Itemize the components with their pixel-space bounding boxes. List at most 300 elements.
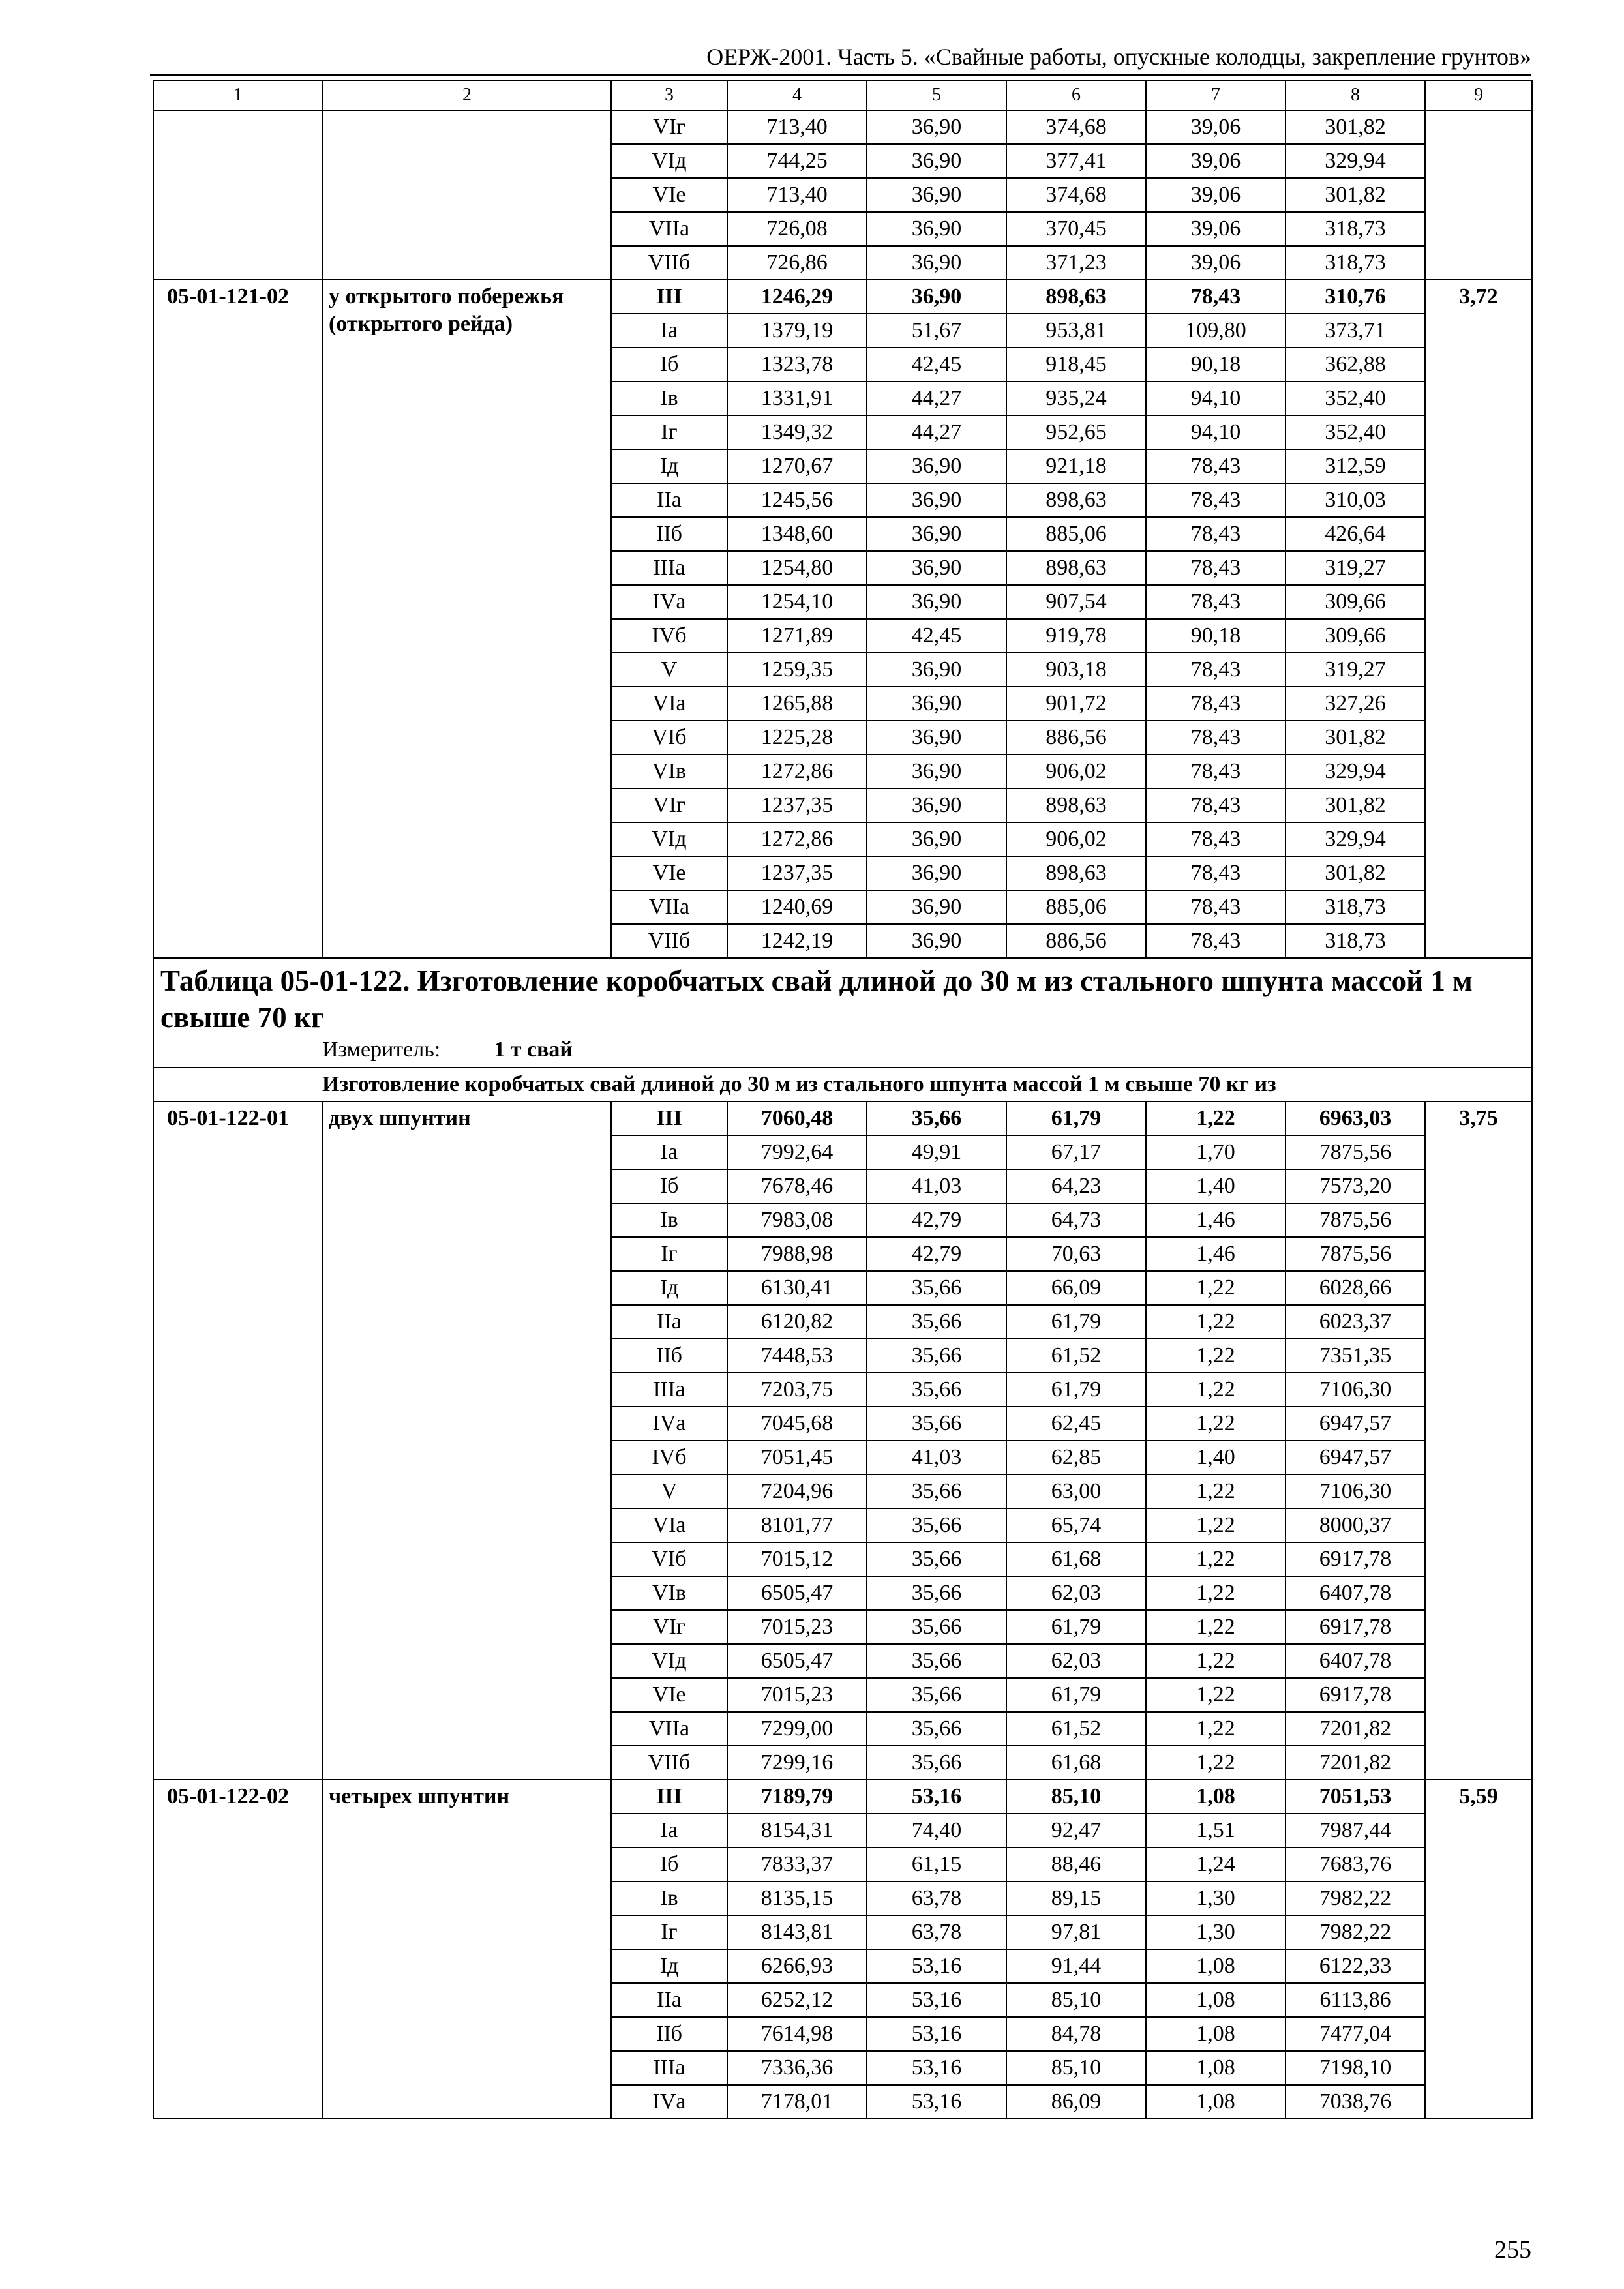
rate-code <box>153 110 323 280</box>
region-cell: Iа <box>611 1135 727 1169</box>
region-cell: III <box>611 280 727 314</box>
value-cell: 952,65 <box>1006 415 1146 449</box>
value-cell: 1379,19 <box>727 314 867 348</box>
value-cell: 39,06 <box>1146 178 1286 212</box>
value-cell: 1,22 <box>1146 1644 1286 1678</box>
value-cell: 301,82 <box>1286 856 1425 890</box>
value-cell: 1,30 <box>1146 1915 1286 1949</box>
value-cell: 310,03 <box>1286 483 1425 517</box>
value-cell: 319,27 <box>1286 653 1425 687</box>
region-cell: Iб <box>611 1169 727 1203</box>
value-cell: 61,68 <box>1006 1542 1146 1576</box>
value-cell: 301,82 <box>1286 178 1425 212</box>
value-cell: 7203,75 <box>727 1373 867 1407</box>
value-cell: 886,56 <box>1006 924 1146 958</box>
region-cell: IVб <box>611 1441 727 1474</box>
value-cell: 7198,10 <box>1286 2051 1425 2085</box>
value-cell: 370,45 <box>1006 212 1146 246</box>
value-cell: 78,43 <box>1146 517 1286 551</box>
value-cell: 8135,15 <box>727 1881 867 1915</box>
value-cell: 78,43 <box>1146 280 1286 314</box>
value-cell: 88,46 <box>1006 1848 1146 1881</box>
value-cell: 61,79 <box>1006 1373 1146 1407</box>
region-cell: Iг <box>611 1915 727 1949</box>
value-cell: 1,08 <box>1146 1949 1286 1983</box>
value-cell: 39,06 <box>1146 212 1286 246</box>
value-cell: 1271,89 <box>727 619 867 653</box>
value-cell: 36,90 <box>867 110 1006 144</box>
value-cell: 94,10 <box>1146 415 1286 449</box>
value-cell: 1,51 <box>1146 1814 1286 1848</box>
value-cell: 374,68 <box>1006 110 1146 144</box>
rate-code: 05-01-122-02 <box>153 1780 323 2119</box>
work-name: двух шпунтин <box>323 1101 611 1780</box>
value-cell: 1,22 <box>1146 1678 1286 1712</box>
value-cell: 7573,20 <box>1286 1169 1425 1203</box>
region-cell: Iг <box>611 415 727 449</box>
value-cell: 7299,00 <box>727 1712 867 1746</box>
value-cell: 1,40 <box>1146 1441 1286 1474</box>
value-cell: 53,16 <box>867 1949 1006 1983</box>
value-cell: 36,90 <box>867 449 1006 483</box>
value-cell: 36,90 <box>867 585 1006 619</box>
value-cell: 78,43 <box>1146 755 1286 788</box>
value-cell: 36,90 <box>867 755 1006 788</box>
extra-value: 3,75 <box>1425 1101 1532 1780</box>
value-cell: 7045,68 <box>727 1407 867 1441</box>
value-cell: 7477,04 <box>1286 2017 1425 2051</box>
region-cell: Iа <box>611 314 727 348</box>
value-cell: 7038,76 <box>1286 2085 1425 2119</box>
value-cell: 6917,78 <box>1286 1542 1425 1576</box>
table-title: Таблица 05-01-122. Изготовление коробчатых свай длиной до 30 м из стального шпунта массой 1 м свыше 70 кг <box>160 965 1473 1034</box>
region-cell: V <box>611 1474 727 1508</box>
value-cell: 7983,08 <box>727 1203 867 1237</box>
value-cell: 898,63 <box>1006 856 1146 890</box>
value-cell: 63,78 <box>867 1881 1006 1915</box>
value-cell: 84,78 <box>1006 2017 1146 2051</box>
value-cell: 318,73 <box>1286 212 1425 246</box>
value-cell: 91,44 <box>1006 1949 1146 1983</box>
region-cell: IIа <box>611 1305 727 1339</box>
region-cell: VIа <box>611 687 727 721</box>
value-cell: 6130,41 <box>727 1271 867 1305</box>
value-cell: 61,79 <box>1006 1101 1146 1135</box>
value-cell: 301,82 <box>1286 721 1425 755</box>
region-cell: Iв <box>611 1881 727 1915</box>
region-cell: IVб <box>611 619 727 653</box>
region-cell: IIб <box>611 517 727 551</box>
region-cell: III <box>611 1780 727 1814</box>
value-cell: 1,22 <box>1146 1305 1286 1339</box>
value-cell: 6122,33 <box>1286 1949 1425 1983</box>
region-cell: Iд <box>611 1949 727 1983</box>
value-cell: 44,27 <box>867 415 1006 449</box>
value-cell: 7189,79 <box>727 1780 867 1814</box>
value-cell: 1,22 <box>1146 1271 1286 1305</box>
extra-value <box>1425 110 1532 280</box>
value-cell: 901,72 <box>1006 687 1146 721</box>
value-cell: 78,43 <box>1146 585 1286 619</box>
value-cell: 1,22 <box>1146 1339 1286 1373</box>
region-cell: VIг <box>611 110 727 144</box>
region-cell: Iв <box>611 382 727 415</box>
table-row <box>153 1101 1532 1135</box>
value-cell: 7015,23 <box>727 1610 867 1644</box>
value-cell: 1,08 <box>1146 1780 1286 1814</box>
value-cell: 89,15 <box>1006 1881 1146 1915</box>
value-cell: 35,66 <box>867 1644 1006 1678</box>
value-cell: 36,90 <box>867 721 1006 755</box>
value-cell: 1254,10 <box>727 585 867 619</box>
value-cell: 921,18 <box>1006 449 1146 483</box>
value-cell: 62,03 <box>1006 1576 1146 1610</box>
value-cell: 309,66 <box>1286 585 1425 619</box>
value-cell: 6505,47 <box>727 1576 867 1610</box>
value-cell: 1,22 <box>1146 1610 1286 1644</box>
value-cell: 906,02 <box>1006 822 1146 856</box>
region-cell: VIд <box>611 822 727 856</box>
value-cell: 36,90 <box>867 687 1006 721</box>
value-cell: 6266,93 <box>727 1949 867 1983</box>
value-cell: 35,66 <box>867 1712 1006 1746</box>
value-cell: 65,74 <box>1006 1508 1146 1542</box>
value-cell: 312,59 <box>1286 449 1425 483</box>
value-cell: 885,06 <box>1006 517 1146 551</box>
value-cell: 90,18 <box>1146 348 1286 382</box>
value-cell: 1,22 <box>1146 1508 1286 1542</box>
value-cell: 35,66 <box>867 1407 1006 1441</box>
value-cell: 1270,67 <box>727 449 867 483</box>
value-cell: 41,03 <box>867 1169 1006 1203</box>
value-cell: 1272,86 <box>727 755 867 788</box>
value-cell: 362,88 <box>1286 348 1425 382</box>
value-cell: 61,79 <box>1006 1610 1146 1644</box>
value-cell: 7178,01 <box>727 2085 867 2119</box>
value-cell: 6917,78 <box>1286 1678 1425 1712</box>
value-cell: 1,22 <box>1146 1373 1286 1407</box>
value-cell: 35,66 <box>867 1678 1006 1712</box>
value-cell: 1254,80 <box>727 551 867 585</box>
value-cell: 7106,30 <box>1286 1474 1425 1508</box>
value-cell: 301,82 <box>1286 788 1425 822</box>
value-cell: 53,16 <box>867 2017 1006 2051</box>
value-cell: 6947,57 <box>1286 1407 1425 1441</box>
value-cell: 713,40 <box>727 110 867 144</box>
value-cell: 318,73 <box>1286 890 1425 924</box>
value-cell: 8154,31 <box>727 1814 867 1848</box>
value-cell: 39,06 <box>1146 110 1286 144</box>
value-cell: 64,73 <box>1006 1203 1146 1237</box>
value-cell: 78,43 <box>1146 822 1286 856</box>
value-cell: 1,08 <box>1146 2051 1286 2085</box>
region-cell: VIе <box>611 178 727 212</box>
value-cell: 36,90 <box>867 788 1006 822</box>
value-cell: 85,10 <box>1006 1983 1146 2017</box>
value-cell: 7678,46 <box>727 1169 867 1203</box>
value-cell: 8101,77 <box>727 1508 867 1542</box>
value-cell: 1,22 <box>1146 1474 1286 1508</box>
measure-value: 1 т свай <box>494 1038 573 1062</box>
value-cell: 61,79 <box>1006 1678 1146 1712</box>
value-cell: 78,43 <box>1146 890 1286 924</box>
value-cell: 63,00 <box>1006 1474 1146 1508</box>
value-cell: 1245,56 <box>727 483 867 517</box>
value-cell: 319,27 <box>1286 551 1425 585</box>
extra-value: 3,72 <box>1425 280 1532 958</box>
value-cell: 78,43 <box>1146 687 1286 721</box>
region-cell: VIIб <box>611 1746 727 1780</box>
column-number: 8 <box>1286 80 1425 110</box>
region-cell: IVа <box>611 585 727 619</box>
value-cell: 35,66 <box>867 1474 1006 1508</box>
value-cell: 49,91 <box>867 1135 1006 1169</box>
region-cell: Iб <box>611 1848 727 1881</box>
value-cell: 6120,82 <box>727 1305 867 1339</box>
region-cell: VIв <box>611 1576 727 1610</box>
value-cell: 898,63 <box>1006 788 1146 822</box>
value-cell: 61,52 <box>1006 1339 1146 1373</box>
value-cell: 7875,56 <box>1286 1237 1425 1271</box>
value-cell: 36,90 <box>867 144 1006 178</box>
value-cell: 1,08 <box>1146 2085 1286 2119</box>
region-cell: VIв <box>611 755 727 788</box>
value-cell: 373,71 <box>1286 314 1425 348</box>
value-cell: 7051,53 <box>1286 1780 1425 1814</box>
value-cell: 42,79 <box>867 1237 1006 1271</box>
work-name <box>323 110 611 280</box>
value-cell: 7201,82 <box>1286 1746 1425 1780</box>
value-cell: 918,45 <box>1006 348 1146 382</box>
region-cell: VIIа <box>611 890 727 924</box>
value-cell: 1,08 <box>1146 2017 1286 2051</box>
value-cell: 36,90 <box>867 517 1006 551</box>
extra-value: 5,59 <box>1425 1780 1532 2119</box>
value-cell: 67,17 <box>1006 1135 1146 1169</box>
table-subheading: Изготовление коробчатых свай длиной до 30 м из стального шпунта массой 1 м свыше 70 кг из <box>153 1068 1532 1101</box>
value-cell: 39,06 <box>1146 144 1286 178</box>
value-cell: 36,90 <box>867 212 1006 246</box>
value-cell: 36,90 <box>867 483 1006 517</box>
value-cell: 885,06 <box>1006 890 1146 924</box>
value-cell: 35,66 <box>867 1508 1006 1542</box>
value-cell: 92,47 <box>1006 1814 1146 1848</box>
value-cell: 36,90 <box>867 822 1006 856</box>
region-cell: IIIа <box>611 2051 727 2085</box>
value-cell: 7982,22 <box>1286 1881 1425 1915</box>
value-cell: 352,40 <box>1286 382 1425 415</box>
value-cell: 41,03 <box>867 1441 1006 1474</box>
region-cell: Iд <box>611 1271 727 1305</box>
value-cell: 426,64 <box>1286 517 1425 551</box>
measure-line <box>160 1036 1525 1064</box>
value-cell: 329,94 <box>1286 822 1425 856</box>
value-cell: 371,23 <box>1006 246 1146 280</box>
value-cell: 1,40 <box>1146 1169 1286 1203</box>
value-cell: 6917,78 <box>1286 1610 1425 1644</box>
value-cell: 352,40 <box>1286 415 1425 449</box>
value-cell: 53,16 <box>867 1983 1006 2017</box>
value-cell: 36,90 <box>867 551 1006 585</box>
region-cell: VIе <box>611 856 727 890</box>
value-cell: 109,80 <box>1146 314 1286 348</box>
region-cell: VIа <box>611 1508 727 1542</box>
value-cell: 726,08 <box>727 212 867 246</box>
value-cell: 7875,56 <box>1286 1203 1425 1237</box>
value-cell: 51,67 <box>867 314 1006 348</box>
value-cell: 7201,82 <box>1286 1712 1425 1746</box>
value-cell: 1349,32 <box>727 415 867 449</box>
value-cell: 7448,53 <box>727 1339 867 1373</box>
value-cell: 36,90 <box>867 890 1006 924</box>
value-cell: 7299,16 <box>727 1746 867 1780</box>
value-cell: 310,76 <box>1286 280 1425 314</box>
value-cell: 35,66 <box>867 1101 1006 1135</box>
value-cell: 39,06 <box>1146 246 1286 280</box>
value-cell: 70,63 <box>1006 1237 1146 1271</box>
value-cell: 8000,37 <box>1286 1508 1425 1542</box>
value-cell: 94,10 <box>1146 382 1286 415</box>
value-cell: 1323,78 <box>727 348 867 382</box>
value-cell: 1259,35 <box>727 653 867 687</box>
value-cell: 1,22 <box>1146 1101 1286 1135</box>
value-cell: 713,40 <box>727 178 867 212</box>
region-cell: VIIб <box>611 246 727 280</box>
value-cell: 97,81 <box>1006 1915 1146 1949</box>
value-cell: 6407,78 <box>1286 1644 1425 1678</box>
value-cell: 35,66 <box>867 1339 1006 1373</box>
value-cell: 318,73 <box>1286 246 1425 280</box>
value-cell: 6505,47 <box>727 1644 867 1678</box>
value-cell: 6947,57 <box>1286 1441 1425 1474</box>
region-cell: VIIа <box>611 1712 727 1746</box>
value-cell: 7614,98 <box>727 2017 867 2051</box>
value-cell: 7351,35 <box>1286 1339 1425 1373</box>
value-cell: 1,22 <box>1146 1712 1286 1746</box>
value-cell: 35,66 <box>867 1610 1006 1644</box>
region-cell: VIIа <box>611 212 727 246</box>
work-name: четырех шпунтин <box>323 1780 611 2119</box>
region-cell: IIIа <box>611 1373 727 1407</box>
value-cell: 7982,22 <box>1286 1915 1425 1949</box>
table-row <box>153 110 1532 144</box>
column-number: 6 <box>1006 80 1146 110</box>
value-cell: 7992,64 <box>727 1135 867 1169</box>
value-cell: 1348,60 <box>727 517 867 551</box>
region-cell: VIд <box>611 1644 727 1678</box>
region-cell: VIе <box>611 1678 727 1712</box>
value-cell: 53,16 <box>867 2051 1006 2085</box>
value-cell: 78,43 <box>1146 483 1286 517</box>
running-header: ОЕРЖ-2001. Часть 5. «Свайные работы, опускные колодцы, закрепление грунтов» <box>706 44 1531 70</box>
table-row <box>153 280 1532 314</box>
region-cell: VIд <box>611 144 727 178</box>
value-cell: 898,63 <box>1006 483 1146 517</box>
value-cell: 36,90 <box>867 246 1006 280</box>
value-cell: 61,52 <box>1006 1712 1146 1746</box>
rates-table-body <box>153 80 1532 2119</box>
value-cell: 7987,44 <box>1286 1814 1425 1848</box>
value-cell: 1237,35 <box>727 788 867 822</box>
value-cell: 61,68 <box>1006 1746 1146 1780</box>
value-cell: 898,63 <box>1006 551 1146 585</box>
region-cell: IIб <box>611 1339 727 1373</box>
value-cell: 36,90 <box>867 856 1006 890</box>
value-cell: 61,15 <box>867 1848 1006 1881</box>
region-cell: VIIб <box>611 924 727 958</box>
value-cell: 6023,37 <box>1286 1305 1425 1339</box>
subheading-row <box>153 1068 1532 1101</box>
value-cell: 7336,36 <box>727 2051 867 2085</box>
value-cell: 898,63 <box>1006 280 1146 314</box>
value-cell: 78,43 <box>1146 856 1286 890</box>
value-cell: 1237,35 <box>727 856 867 890</box>
region-cell: VIг <box>611 1610 727 1644</box>
region-cell: IIа <box>611 483 727 517</box>
value-cell: 78,43 <box>1146 924 1286 958</box>
column-number-row <box>153 80 1532 110</box>
value-cell: 36,90 <box>867 653 1006 687</box>
value-cell: 1,70 <box>1146 1135 1286 1169</box>
column-number: 5 <box>867 80 1006 110</box>
value-cell: 78,43 <box>1146 449 1286 483</box>
value-cell: 35,66 <box>867 1271 1006 1305</box>
value-cell: 6028,66 <box>1286 1271 1425 1305</box>
value-cell: 886,56 <box>1006 721 1146 755</box>
region-cell: IIа <box>611 1983 727 2017</box>
value-cell: 62,03 <box>1006 1644 1146 1678</box>
value-cell: 35,66 <box>867 1373 1006 1407</box>
value-cell: 6407,78 <box>1286 1576 1425 1610</box>
value-cell: 1265,88 <box>727 687 867 721</box>
region-cell: IIб <box>611 2017 727 2051</box>
value-cell: 90,18 <box>1146 619 1286 653</box>
column-number: 4 <box>727 80 867 110</box>
value-cell: 42,45 <box>867 348 1006 382</box>
value-cell: 36,90 <box>867 280 1006 314</box>
value-cell: 78,43 <box>1146 653 1286 687</box>
value-cell: 1242,19 <box>727 924 867 958</box>
value-cell: 7204,96 <box>727 1474 867 1508</box>
value-cell: 906,02 <box>1006 755 1146 788</box>
value-cell: 309,66 <box>1286 619 1425 653</box>
value-cell: 329,94 <box>1286 755 1425 788</box>
region-cell: IVа <box>611 2085 727 2119</box>
region-cell: Iа <box>611 1814 727 1848</box>
value-cell: 53,16 <box>867 1780 1006 1814</box>
table-row <box>153 1780 1532 1814</box>
column-number: 1 <box>153 80 323 110</box>
value-cell: 7988,98 <box>727 1237 867 1271</box>
value-cell: 1,46 <box>1146 1237 1286 1271</box>
value-cell: 42,45 <box>867 619 1006 653</box>
value-cell: 78,43 <box>1146 721 1286 755</box>
value-cell: 1331,91 <box>727 382 867 415</box>
value-cell: 85,10 <box>1006 1780 1146 1814</box>
value-cell: 62,45 <box>1006 1407 1146 1441</box>
value-cell: 7060,48 <box>727 1101 867 1135</box>
value-cell: 6963,03 <box>1286 1101 1425 1135</box>
table-title-row <box>153 958 1532 1068</box>
value-cell: 53,16 <box>867 2085 1006 2119</box>
value-cell: 1,30 <box>1146 1881 1286 1915</box>
value-cell: 36,90 <box>867 178 1006 212</box>
value-cell: 1,24 <box>1146 1848 1286 1881</box>
value-cell: 7833,37 <box>727 1848 867 1881</box>
column-number: 7 <box>1146 80 1286 110</box>
value-cell: 35,66 <box>867 1542 1006 1576</box>
value-cell: 7051,45 <box>727 1441 867 1474</box>
